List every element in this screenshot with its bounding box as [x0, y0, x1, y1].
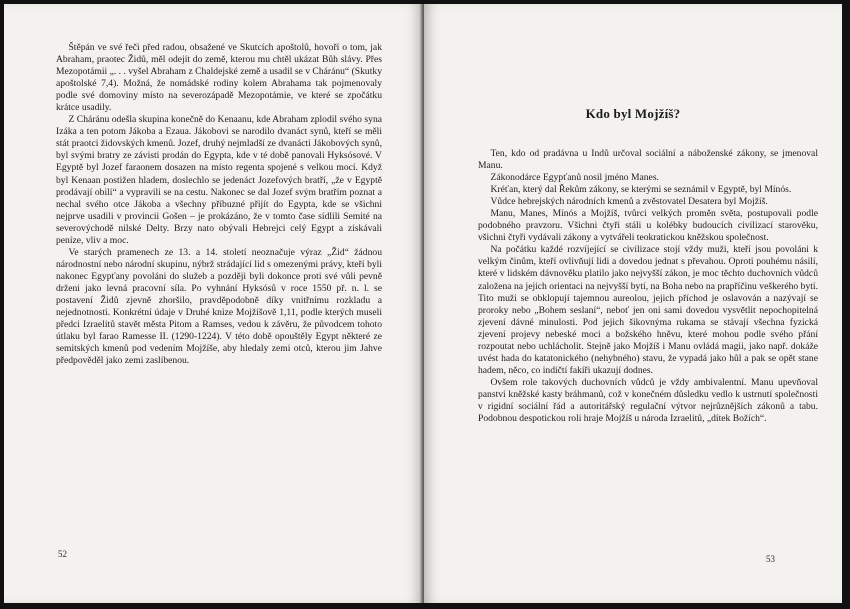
right-page — [424, 4, 842, 603]
paragraph: Štěpán ve své řeči před radou, obsažené ve Skutcích apoštolů, hovoří o tom, jak Abraham, praotec Židů, měl odejít do země, kterou mu chtěl ukázat Bůh slávy. Přes Mezopotámii „. . . vyšel Abraham z Chaldejské země a usadil se v Cháránu“ (Skutky apoštolské 7,4). Možná, že nomádské rodiny kolem Abrahama tak pojmenovaly podle své domoviny místo na severozápadě Mezopotámie, ve které se zpočátku krátce usadily. — [56, 42, 382, 114]
left-page-body — [56, 42, 382, 367]
paragraph: Ovšem role takových duchovních vůdců je vždy ambivalentní. Manu upevňoval panství kněžské kasty bráhmanů, což v konečném důsledku vedlo k ustrnutí společnosti v rigidní sociální řád a autoritářský regulační výtvor nejrůznějších zákonů a tabu. Podobnou despotickou roli hraje Mojžíš u národa Izraelitů, „dítek Božích“. — [478, 376, 818, 425]
paragraph: Kréťan, který dal Řekům zákony, se kterými se seznámil v Egyptě, byl Mínós. — [490, 184, 792, 196]
paragraph: Ten, kdo od pradávna u Indů určoval sociální a náboženské zákony, se jmenoval Manu. — [478, 148, 818, 172]
paragraph: Na počátku každé rozvíjející se civilizace stojí vždy muži, kteří jsou povoláni k velkým činům, kteří ovlivňují lidi a dovedou jednat s převahou. Oproti pouhému násilí, které v lidském dávnověku platilo jako nejvyšší zákon, je moc těchto duchovních vůdců založena na jejich orientaci na nejvyšší bytí, na Boha nebo na prapříčinu veškerého bytí. Tito muži se obklopují tajemnou aureolou, jejich příchod je oslavován a nazývají se proroky nebo „Bohem seslaní“, neboť jen oni sami dovedou vysvětlit nepochopitelná zjevení dávné minulosti. Pod jejich šikovnýma rukama se stávají všechna fyzická zjevení projevy nebeské moci a božského hněvu, které mohou podle svého přání rozpoutat nebo uchlácholit. Stejně jako Mojžíš i Manu ovládá magii, jako např. dokáže uvést hada do katatonického (nehybného) stavu, že vypadá jako hůl a pak se opět stane hadem, něco, co indičtí fakíři ukazují dodnes. — [478, 244, 818, 376]
book-spread — [4, 4, 842, 603]
page-number: 53 — [766, 554, 775, 564]
right-page-body — [478, 148, 818, 425]
paragraph: Ve starých pramenech ze 13. a 14. století neoznačuje výraz „Žid“ žádnou národnostní nebo národní skupinu, nýbrž strádající lid s omezenými právy, kteří byli nakonec Egypťany povoláni do služeb a později byli dokonce proti své vůli pevně drženi jako levná pracovní síla. Po vyhnání Hyksósů v roce 1550 př. n. l. se postavení Židů zjevně zhoršilo, pravděpodobně díky vnitřnímu rozkladu a nejednotnosti. Konkrétní údaje v Druhé knize Mojžíšově 1,11, podle kterých museli předci Izraelitů stavět města Pitom a Ramses, vedou k závěru, že původcem tohoto útlaku byl farao Ramesse II. (1290-1224). V této době opouštěly Egypt některé ze semitských kmenů pod vedením Mojžíše, aby hledaly zemi otců, kterou jim Jahve předpověděl jako zemi zaslíbenou. — [56, 246, 382, 367]
chapter-title: Kdo byl Mojžíš? — [585, 106, 681, 121]
paragraph: Z Cháránu odešla skupina konečně do Kenaanu, kde Abraham zplodil svého syna Izáka a ten potom Jákoba a Ezaua. Jákobovi se narodilo dvanáct synů, kteří se měli stát praotci židovských kmenů. Jozef, druhý nejmladší ze dvanácti Jákobových synů, byl svými bratry ze závisti prodán do Egypta, kde v té době panovali Hyksósové. V Egyptě byl Jozef faraonem dosazen na místo regenta spojené s velkou mocí. Když byl Kenaan postižen hladem, doslechlo se jedenáct Jozefových bratří, „že v Egyptě prodávají obilí“ a vypravili se na cestu. Nakonec se dal Jozef svým bratřím poznat a nechal svého otce Jákoba a všechny příbuzné přijít do Egypta, kde se všichni nejprve usadili v provincii Gošen – je prokázáno, že v tomto čase sídlili Semité na severovýchodě nilské Delty. Brzy nato obývali Hebrejci celý Egypt a získávali peníze, vliv a moc. — [56, 114, 382, 246]
paragraph: Manu, Manes, Mínós a Mojžíš, tvůrci velkých proměn světa, postupovali podle podobného pravzoru. Všichni čtyři stáli u kolébky budoucích civilizací starověku, všichni čtyři vydávali zákony a vytvářeli teokratickou kněžskou společnost. — [478, 208, 818, 244]
paragraph: Zákonodárce Egypťanů nosil jméno Manes. — [490, 172, 659, 184]
left-page — [4, 4, 422, 603]
page-number: 52 — [58, 549, 67, 559]
paragraph: Vůdce hebrejských národních kmenů a zvěstovatel Desatera byl Mojžíš. — [490, 196, 768, 208]
